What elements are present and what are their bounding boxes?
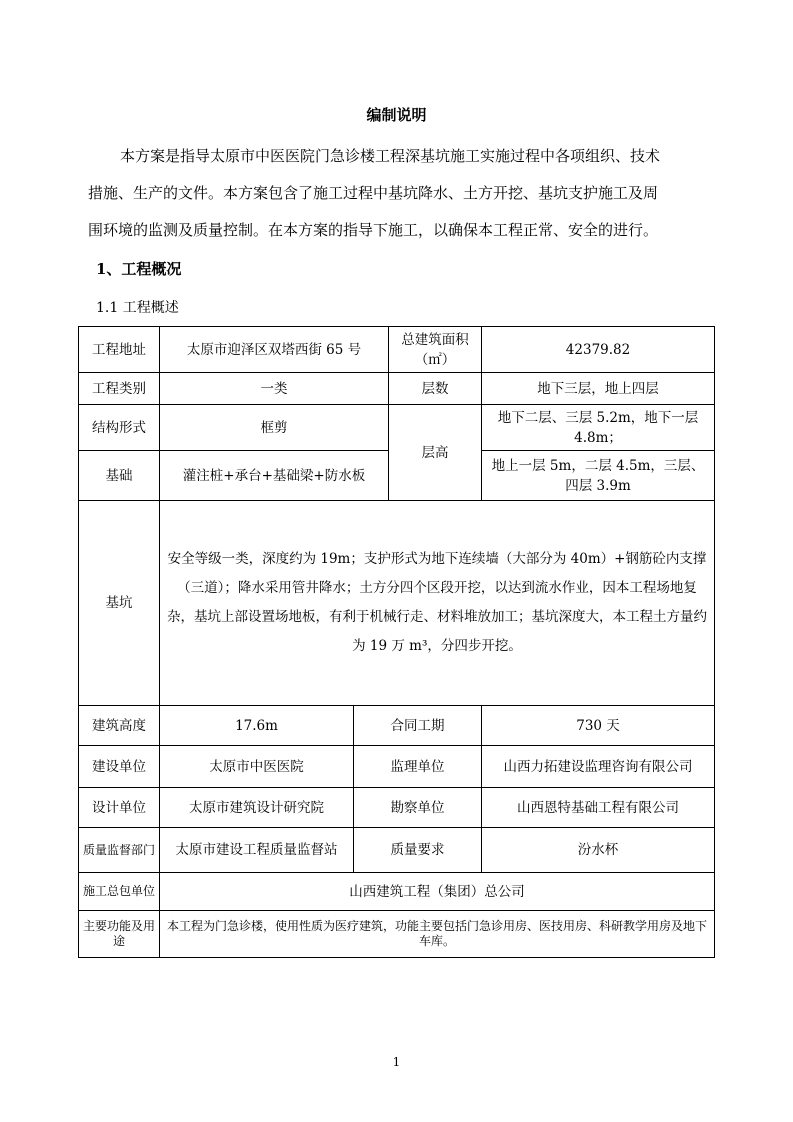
label-cell: 层高: [389, 405, 482, 501]
page-title: 编制说明: [366, 106, 427, 124]
table-row: [79, 327, 715, 373]
value-cell: 太原市建筑设计研究院: [160, 788, 354, 828]
table-row: [79, 911, 715, 958]
label-cell: 工程类别: [79, 373, 160, 405]
value-cell: 太原市建设工程质量监督站: [160, 828, 354, 873]
table-row: [79, 373, 715, 405]
value-cell: 汾水杯: [482, 828, 715, 873]
value-cell: 730 天: [482, 706, 715, 746]
section-heading: 1、工程概况: [96, 260, 182, 278]
value-cell: 地上一层 5m，二层 4.5m，三层、四层 3.9m: [482, 451, 715, 501]
value-cell: 框剪: [160, 405, 389, 451]
value-cell: 山西力拓建设监理咨询有限公司: [482, 746, 715, 788]
value-cell: 安全等级一类，深度约为 19m；支护形式为地下连续墙（大部分为 40m）+钢筋砼内支撑（三道）；降水采用管井降水；土方分四个区段开挖，以达到流水作业，因本工程场地复杂，基坑上部设置场地板，有利于机械行走、材料堆放加工；基坑深度大，本工程土方量约为 19 万 m³，分四步开挖。: [160, 501, 715, 706]
value-cell: 地下二层、三层 5.2m，地下一层 4.8m；: [482, 405, 715, 451]
value-cell: 山西建筑工程（集团）总公司: [160, 873, 715, 911]
label-cell: 总建筑面积（㎡）: [389, 327, 482, 373]
value-cell: 42379.82: [482, 327, 715, 373]
table-row: [79, 746, 715, 788]
label-cell: 施工总包单位: [79, 873, 160, 911]
label-cell: 层数: [389, 373, 482, 405]
label-cell: 主要功能及用途: [79, 911, 160, 958]
label-cell: 勘察单位: [354, 788, 482, 828]
label-cell: 基坑: [79, 501, 160, 706]
page-number: 1: [392, 1055, 401, 1069]
value-cell: 17.6m: [160, 706, 354, 746]
project-info-table: [78, 326, 715, 958]
table-row: [79, 501, 715, 706]
value-cell: 山西恩特基础工程有限公司: [482, 788, 715, 828]
label-cell: 合同工期: [354, 706, 482, 746]
label-cell: 监理单位: [354, 746, 482, 788]
table-row: [79, 788, 715, 828]
value-cell: 地下三层，地上四层: [482, 373, 715, 405]
value-cell: 本工程为门急诊楼，使用性质为医疗建筑，功能主要包括门急诊用房、医技用房、科研教学用房及地下车库。: [160, 911, 715, 958]
intro-line: 本方案是指导太原市中医医院门急诊楼工程深基坑施工实施过程中各项组织、技术: [120, 147, 661, 165]
table-row: [79, 873, 715, 911]
value-cell: 一类: [160, 373, 389, 405]
intro-paragraph: [88, 138, 708, 249]
value-cell: 太原市迎泽区双塔西街 65 号: [160, 327, 389, 373]
intro-line: 围环境的监测及质量控制。在本方案的指导下施工，以确保本工程正常、安全的进行。: [88, 221, 659, 239]
label-cell: 建筑高度: [79, 706, 160, 746]
label-cell: 设计单位: [79, 788, 160, 828]
intro-line: 措施、生产的文件。本方案包含了施工过程中基坑降水、土方开挖、基坑支护施工及周: [88, 184, 659, 202]
label-cell: 质量要求: [354, 828, 482, 873]
value-cell: 太原市中医医院: [160, 746, 354, 788]
table-row: [79, 405, 715, 451]
label-cell: 质量监督部门: [79, 828, 160, 873]
label-cell: 基础: [79, 451, 160, 501]
value-cell: 灌注桩+承台+基础梁+防水板: [160, 451, 389, 501]
label-cell: 结构形式: [79, 405, 160, 451]
table-row: [79, 828, 715, 873]
table-row: [79, 706, 715, 746]
label-cell: 工程地址: [79, 327, 160, 373]
label-cell: 建设单位: [79, 746, 160, 788]
subsection-heading: 1.1 工程概述: [96, 300, 179, 316]
